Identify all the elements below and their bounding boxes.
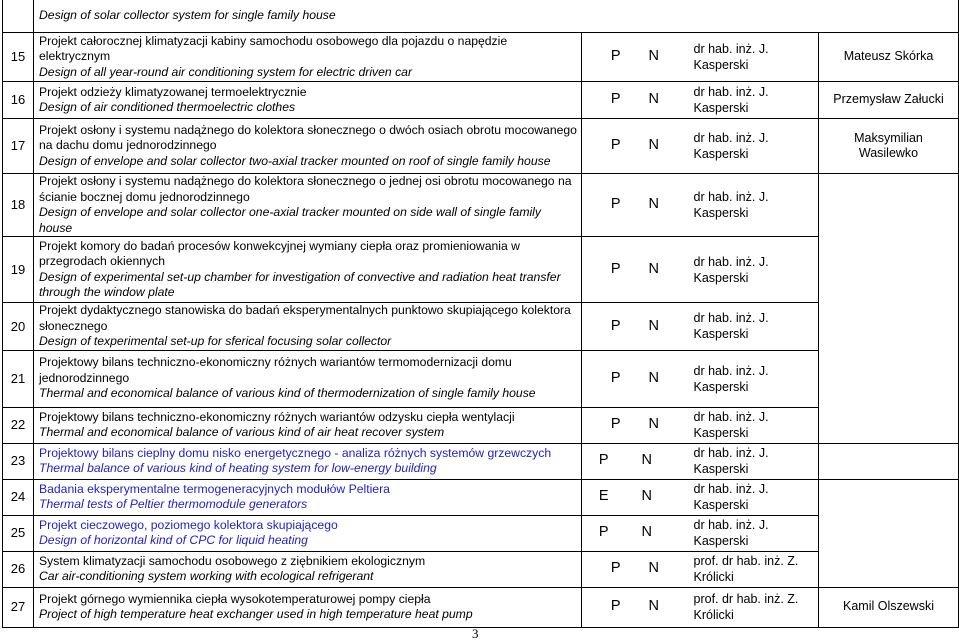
row-number: 22 (3, 407, 34, 443)
topic-description (34, 515, 582, 551)
student-name (819, 174, 959, 444)
table-header-row (3, 0, 959, 33)
topic-description (34, 174, 582, 237)
table-row (3, 350, 959, 407)
student-name: Przemysław Załucki (819, 82, 959, 119)
student-name (819, 479, 959, 587)
topic-title-en: Design of horizontal kind of CPC for liquid heating (39, 533, 308, 547)
page-number: 3 (472, 626, 479, 641)
topic-type: P (610, 91, 621, 108)
table-row (3, 551, 959, 587)
student-name: Mateusz Skórka (819, 33, 959, 82)
row-number: 23 (3, 443, 34, 479)
topic-type-language (582, 407, 690, 443)
topic-title-en: Thermal and economical balance of various kind of thermodernization of single family house (39, 386, 536, 401)
topic-language: N (648, 369, 659, 386)
topic-type-language (582, 174, 690, 237)
table-row (3, 443, 959, 479)
topic-title-pl: Projekt górnego wymiennika ciepła wysokotemperaturowej pompy ciepła (39, 591, 431, 606)
topic-type-language (582, 443, 690, 479)
topic-language: N (648, 91, 659, 108)
row-number: 25 (3, 515, 34, 551)
supervisor-name: prof. dr hab. inż. Z. Królicki (690, 587, 819, 627)
topic-type-language (582, 237, 690, 303)
table-row (3, 479, 959, 515)
topic-title-en: Design of experimental set-up chamber for investigation of convective and radiation heat transfer through the window plate (39, 269, 561, 299)
topic-title-en: Design of all year-round air conditioning system for electric driven car (39, 64, 413, 79)
table-row (3, 237, 959, 303)
table-row (3, 33, 959, 82)
topic-description (34, 551, 582, 587)
supervisor-name: prof. dr hab. inż. Z. Królicki (690, 551, 819, 587)
topic-title-pl: Projekt całorocznej klimatyzacji kabiny samochodu osobowego dla pojazdu o napędzie elektrycznym (39, 33, 508, 64)
row-number: 18 (3, 174, 34, 237)
topic-type: P (610, 260, 621, 277)
supervisor-name: dr hab. inż. J. Kasperski (690, 33, 819, 82)
topic-type-language (582, 587, 690, 627)
topic-title-en: Design of envelope and solar collector one-axial tracker mounted on side wall of single family house (39, 205, 541, 235)
student-name: Kamil Olszewski (819, 587, 959, 627)
topic-title-pl: Projektowy bilans techniczno-ekonomiczny różnych wariantów odzysku ciepła wentylacji (39, 409, 515, 424)
table-row (3, 303, 959, 351)
topic-language: N (648, 196, 659, 213)
row-number: 17 (3, 119, 34, 174)
topic-description (34, 303, 582, 351)
topic-language: N (641, 452, 652, 469)
topic-title-pl: Projekt komory do badań procesów konwekcyjnej wymiany ciepła oraz promieniowania w przegrodach okiennych (39, 238, 520, 268)
topic-language: N (641, 488, 652, 505)
topic-description (34, 350, 582, 407)
topic-description (34, 407, 582, 443)
table-row (3, 174, 959, 237)
supervisor-name: dr hab. inż. J. Kasperski (690, 479, 819, 515)
topic-type: P (610, 369, 621, 386)
topic-title-pl: System klimatyzacji samochodu osobowego z ziębnikiem ekologicznym (39, 553, 426, 568)
topic-language: N (641, 524, 652, 541)
topic-language: N (648, 48, 659, 65)
topic-description (34, 33, 582, 82)
topic-type-language (582, 350, 690, 407)
table-row (3, 119, 959, 174)
row-number: 19 (3, 237, 34, 303)
topic-type: P (598, 452, 609, 469)
supervisor-name: dr hab. inż. J. Kasperski (690, 82, 819, 119)
topic-description (34, 479, 582, 515)
topic-language: N (648, 598, 659, 615)
topic-type-language (582, 479, 690, 515)
table-row (3, 515, 959, 551)
row-number: 16 (3, 82, 34, 119)
topic-type-language (582, 303, 690, 351)
topic-type: P (610, 317, 621, 334)
topic-type-language (582, 82, 690, 119)
topic-type: P (610, 48, 621, 65)
topic-title-pl: Badania eksperymentalne termogeneracyjnych modułów Peltiera (39, 481, 390, 496)
topic-type-language (582, 119, 690, 174)
row-number (3, 0, 34, 33)
supervisor-name: dr hab. inż. J. Kasperski (690, 237, 819, 303)
topic-title-en: Thermal tests of Peltier thermomodule generators (39, 497, 308, 511)
topic-title-pl: Projekt osłony i systemu nadążnego do kolektora słonecznego o dwóch osiach obrotu mocowanego na dachu domu jednorodzinnego (39, 122, 577, 153)
topic-type: P (610, 598, 621, 615)
topic-description (34, 82, 582, 119)
topic-title-en: Project of high temperature heat exchanger used in high temperature heat pump (39, 607, 473, 621)
topic-title-pl: Projekt dydaktycznego stanowiska do badań eksperymentalnych punktowo skupiającego kolektora słonecznego (39, 303, 571, 333)
topic-type: E (598, 488, 609, 505)
row-number: 24 (3, 479, 34, 515)
row-number: 27 (3, 587, 34, 627)
topic-type-language (582, 551, 690, 587)
topic-title-en: Thermal balance of various kind of heating system for low-energy building (39, 461, 437, 475)
topic-language: N (648, 137, 659, 154)
topic-language: N (648, 416, 659, 433)
topic-type-language (582, 33, 690, 82)
topic-title-en: Car air-conditioning system working with ecological refrigerant (39, 569, 374, 583)
topic-language: N (648, 317, 659, 334)
supervisor-name: dr hab. inż. J. Kasperski (690, 443, 819, 479)
topic-title-pl: Projektowy bilans techniczno-ekonomiczny różnych wariantów termomodernizacji domu jednorodzinnego (39, 355, 512, 385)
topic-description (34, 587, 582, 627)
supervisor-name: dr hab. inż. J. Kasperski (690, 119, 819, 174)
topic-type: P (610, 137, 621, 154)
supervisor-name: dr hab. inż. J. Kasperski (690, 350, 819, 407)
supervisor-name: dr hab. inż. J. Kasperski (690, 303, 819, 351)
topic-language: N (648, 260, 659, 277)
topic-type: P (610, 416, 621, 433)
thesis-topics-table (2, 0, 959, 628)
topic-title-pl: Projektowy bilans cieplny domu nisko energetycznego - analiza różnych systemów grzewczych (39, 445, 552, 460)
topic-description (34, 443, 582, 479)
topic-title-pl: Projekt cieczowego, poziomego kolektora skupiającego (39, 517, 338, 532)
topic-description (34, 237, 582, 303)
topic-title-pl: Projekt osłony i systemu nadążnego do kolektora słonecznego o jednej osi obrotu mocowanego na ścianie bocznej domu jednorodzinnego (39, 174, 572, 204)
topic-title-en: Thermal and economical balance of various kind of air heat recover system (39, 425, 445, 439)
topic-description (34, 119, 582, 174)
row-number: 26 (3, 551, 34, 587)
topic-title-en: Design of solar collector system for single family house (34, 0, 959, 33)
table-row (3, 82, 959, 119)
topic-type-language (582, 515, 690, 551)
topic-title-en: Design of envelope and solar collector two-axial tracker mounted on roof of single family house (39, 153, 551, 168)
topic-title-en: Design of air conditioned thermoelectric clothes (39, 100, 296, 114)
supervisor-name: dr hab. inż. J. Kasperski (690, 515, 819, 551)
supervisor-name: dr hab. inż. J. Kasperski (690, 407, 819, 443)
row-number: 15 (3, 33, 34, 82)
topic-type: P (610, 560, 621, 577)
table-row (3, 587, 959, 627)
table-row (3, 407, 959, 443)
supervisor-name: dr hab. inż. J. Kasperski (690, 174, 819, 237)
row-number: 20 (3, 303, 34, 351)
topic-type: P (598, 524, 609, 541)
topic-type: P (610, 196, 621, 213)
topic-language: N (648, 560, 659, 577)
topic-title-en: Design of texperimental set-up for sferical focusing solar collector (39, 334, 392, 348)
row-number: 21 (3, 350, 34, 407)
topic-title-pl: Projekt odzieży klimatyzowanej termoelektrycznie (39, 84, 307, 99)
student-name: Maksymilian Wasilewko (819, 119, 959, 174)
